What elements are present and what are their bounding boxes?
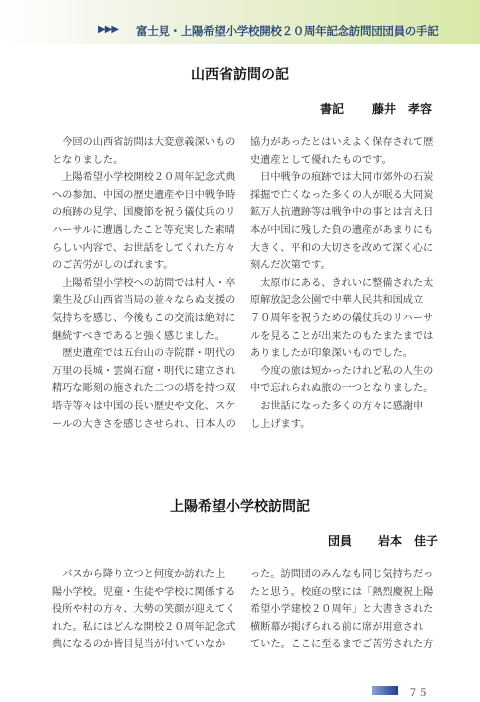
paragraph: 歴史遺産では五台山の寺院群・明代の 万里の長城・雲崗石窟・明代に建立され 精巧な彫刻の施された二つの塔を持つ双 塔寺等々は中国の長い歴史や文化、スケ ールの大きさを感じさせられ、日本人の — [52, 348, 236, 430]
section1-title: 山西省訪問の記 — [191, 67, 289, 83]
paragraph: バスから降り立つと何度か訪れた上 陽小学校。児童・生徒や学校に関係する 役所や村の方々、大勢の笑顔が迎えてく れた。私にはどんな開校２０周年記念式 典になるのか皆目見当が付いていなか — [52, 569, 236, 651]
page-accent-bar — [372, 686, 398, 695]
paragraph: 今回の山西省訪問は大変意義深いもの となりました。 — [52, 137, 236, 166]
section2-right-column — [250, 566, 440, 654]
header-title: 富士見・上陽希望小学校開校２０周年記念訪問団団員の手記 — [136, 24, 439, 38]
section1-author: 藤井 孝容 — [372, 102, 433, 116]
paragraph: 上陽希望小学校への訪問では村人・卒 業生及び山西省当局の並々ならぬ支援の 気持ちを感じ、今後もこの交流は絶対に 継続すべきであると強く感じました。 — [52, 277, 236, 342]
section1-right-column — [250, 134, 440, 433]
paragraph: 協力があったとはいえよく保存されて歴 史遺産として優れたものです。 — [250, 137, 434, 166]
paragraph: った。訪問団のみんなも同じ気持ちだっ たと思う。校庭の壁には「熱烈慶祝上陽 希望小学建校２０周年」と大書きされた 横断幕が掲げられる前に席が用意され ていた。ここに至るまでご苦労された方 — [250, 569, 434, 651]
section2-title: 上陽希望小学校訪問記 — [170, 499, 310, 515]
paragraph: 今度の旅は短かったけれど私の人生の 中で忘れられぬ旅の一つとなりました。 — [250, 365, 434, 395]
section2-left-column — [52, 566, 240, 654]
header-arrows-icon: ▶▶▶ — [98, 24, 119, 35]
paragraph: 日中戦争の痕跡では大同市郊外の石炭 採掘で亡くなった多くの人が眠る大同炭 鉱万人抗遺跡等は戦争中の事とは言え日 本が中国に残した負の遺産があまりにも 大きく、平和の大切さを改めて深く心に 刻んだ次第です。 — [250, 172, 434, 272]
section1-left-column — [52, 134, 240, 433]
paragraph: お世話になった多くの方々に感謝申 し上げます。 — [250, 400, 424, 430]
paragraph: 太原市にある、きれいに整備された太 原解放記念公園で中華人民共和国成立 ７０周年を祝うための儀仗兵のリハーサ ルを見ることが出来たのもたまたまでは ありましたが印象深いものでした。 — [250, 277, 434, 360]
section1-role: 書記 — [320, 102, 345, 116]
section2-role: 団員 — [328, 534, 353, 548]
page-number: ７５ — [408, 688, 428, 699]
section2-author: 岩本 佳子 — [378, 534, 439, 548]
paragraph: 上陽希望小学校開校２０周年記念式典 への参加、中国の歴史遺産や日中戦争時 の痕跡の見学、国慶節を祝う儀仗兵のリ ハーサルに遭遇したこと等充実した素晴 らしい内容で、お世話をしてくれた方々 のご苦労がしのばれます。 — [52, 172, 236, 272]
